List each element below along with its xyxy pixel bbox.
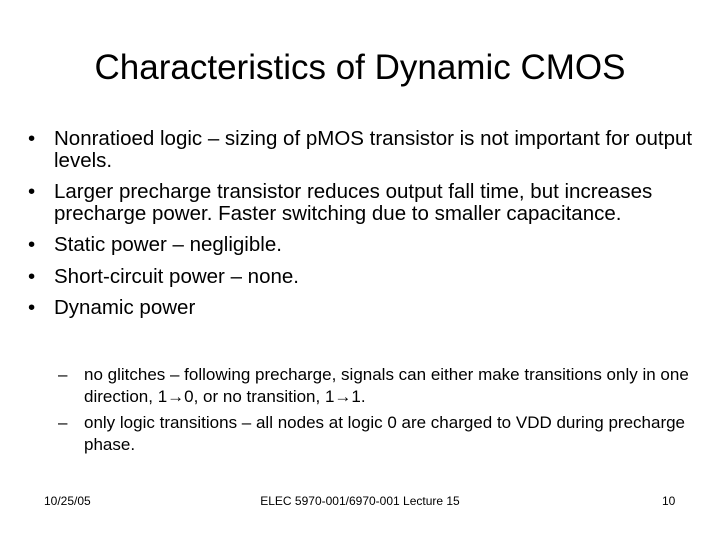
footer-page-number: 10 (662, 494, 676, 508)
bullet-text: Short-circuit power – none. (54, 264, 299, 288)
bullet-marker: • (28, 180, 36, 203)
bullet-item (22, 297, 702, 319)
bullet-marker: • (28, 127, 36, 150)
sub-bullet-list (58, 364, 703, 460)
slide-title: Characteristics of Dynamic CMOS (94, 48, 626, 87)
bullet-item (22, 128, 702, 171)
bullet-item (22, 234, 702, 256)
bullet-text: Nonratioed logic – sizing of pMOS transistor is not important for output levels. (54, 127, 693, 172)
bullet-item (22, 181, 702, 224)
sub-bullet-marker: – (58, 413, 68, 432)
bullet-text: Larger precharge transistor reduces output fall time, but increases precharge power. Faster switching due to smaller capacitance. (54, 180, 653, 225)
footer-date: 10/25/05 (44, 494, 91, 508)
sub-bullet-item (58, 364, 703, 407)
sub-bullet-item (58, 412, 703, 455)
sub-bullet-text: no glitches – following precharge, signals can either make transitions only in one direction, 1→0, or no transition, 1→1. (84, 365, 689, 406)
footer-course-title: ELEC 5970-001/6970-001 Lecture 15 (260, 494, 460, 508)
bullet-marker: • (28, 233, 36, 256)
bullet-item (22, 266, 702, 288)
bullet-marker: • (28, 264, 36, 288)
bullet-text: Static power – negligible. (54, 233, 282, 256)
sub-bullet-marker: – (58, 365, 68, 384)
sub-bullet-text: only logic transitions – all nodes at logic 0 are charged to VDD during precharge phase. (84, 413, 686, 454)
bullet-marker: • (28, 296, 36, 319)
bullet-list (22, 128, 702, 329)
bullet-text: Dynamic power (54, 296, 196, 319)
